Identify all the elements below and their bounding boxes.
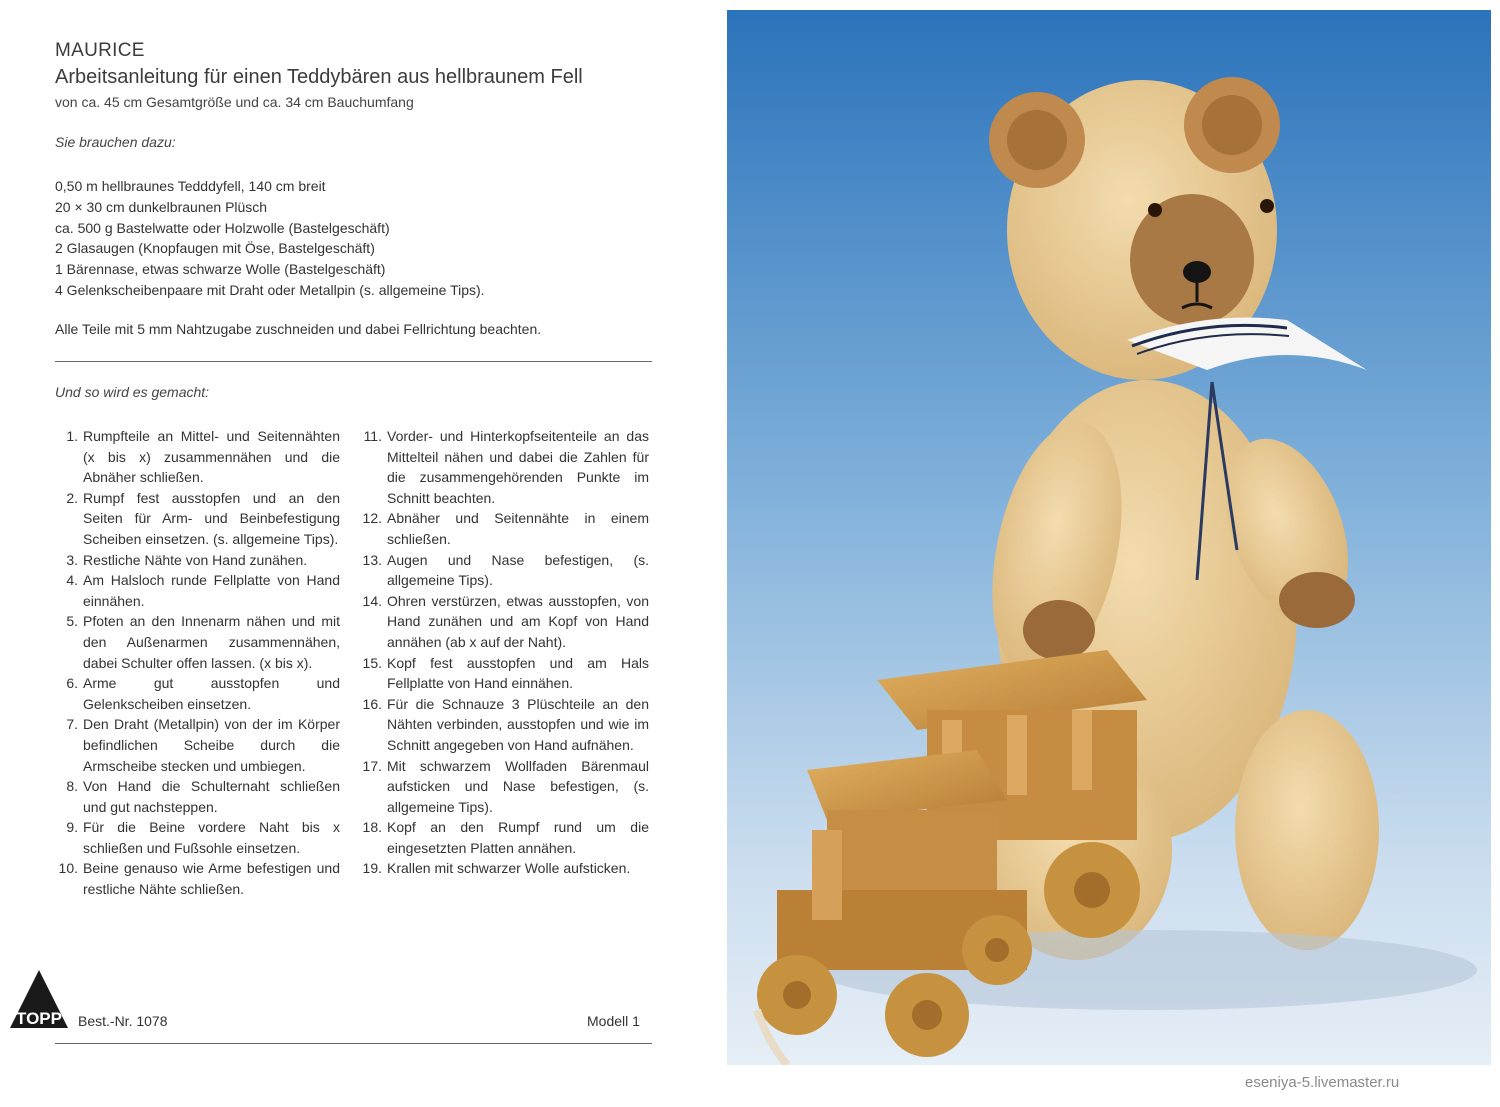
instruction-step [58, 426, 340, 488]
material-item: 1 Bärennase, etwas schwarze Wolle (Bastelgeschäft) [55, 261, 386, 278]
instruction-step [58, 776, 340, 817]
step-text: Rumpfteile an Mittel- und Seitennähten (x bis x) zusammennähen und die Abnäher schließen. [83, 428, 340, 486]
page-subtitle: von ca. 45 cm Gesamtgröße und ca. 34 cm Bauchumfang [55, 94, 414, 110]
step-text: Beine genauso wie Arme befestigen und restliche Nähte schließen. [83, 860, 340, 898]
instruction-step [58, 488, 340, 550]
step-text: Rumpf fest ausstopfen und an den Seiten für Arm- und Beinbefestigung Scheiben einsetzen. (s. allgemeine Tips). [83, 489, 340, 547]
instruction-step [362, 694, 649, 756]
svg-text:TOPP: TOPP [16, 1009, 62, 1028]
step-text: Mit schwarzem Wollfaden Bärenmaul aufsticken und Nase befestigen, (s. allgemeine Tips). [387, 757, 649, 815]
step-number: 10. [58, 860, 78, 877]
footer-divider [55, 1043, 652, 1044]
instruction-step [58, 570, 340, 611]
step-number: 16. [362, 695, 382, 712]
step-text: Für die Beine vordere Naht bis x schließen und Fußsohle einsetzen. [83, 819, 340, 856]
step-text: Vorder- und Hinterkopfseitenteile an das Mittelteil nähen und dabei die Zahlen für die zusammengehörenden Punkte im Schnitt beachten. [387, 428, 649, 506]
divider [55, 361, 652, 362]
step-text: Augen und Nase befestigen, (s. allgemeine Tips). [387, 551, 649, 589]
step-number: 12. [362, 510, 382, 527]
steps-column-2 [362, 426, 649, 879]
model-name: MAURICE [55, 40, 145, 61]
material-item: 4 Gelenkscheibenpaare mit Draht oder Metallpin (s. allgemeine Tips). [55, 281, 485, 298]
page-title: Arbeitsanleitung für einen Teddybären aus hellbraunem Fell [55, 66, 583, 88]
step-number: 19. [362, 860, 382, 877]
instruction-step [362, 653, 649, 694]
steps-column-1 [58, 426, 340, 900]
step-text: Pfoten an den Innenarm nähen und mit den Außenarmen zusammennähen, dabei Schulter offen lassen. (x bis x). [83, 613, 340, 671]
step-number: 9. [66, 819, 78, 836]
step-text: Für die Schnauze 3 Plüschteile an den Nähten verbinden, ausstopfen und wie im Schnitt angegeben von Hand aufnähen. [387, 695, 649, 753]
instruction-step [362, 426, 649, 508]
step-number: 15. [362, 654, 382, 671]
topp-logo [8, 970, 68, 1045]
instructions-heading: Und so wird es gemacht: [55, 384, 210, 400]
instruction-step [58, 714, 340, 776]
step-number: 2. [66, 489, 78, 506]
model-number: Modell 1 [587, 1013, 640, 1029]
instruction-step [58, 817, 340, 858]
instruction-step [58, 673, 340, 714]
instruction-step [362, 591, 649, 653]
step-number: 8. [66, 778, 78, 795]
teddy-bear-photo [727, 10, 1491, 1065]
step-text: Krallen mit schwarzer Wolle aufsticken. [387, 860, 631, 877]
step-number: 11. [363, 428, 382, 444]
instruction-page [0, 0, 715, 1107]
instruction-step [362, 550, 649, 591]
order-number: Best.-Nr. 1078 [78, 1013, 168, 1029]
step-text: Restliche Nähte von Hand zunähen. [83, 551, 308, 568]
step-number: 3. [66, 551, 78, 568]
step-text: Ohren verstürzen, etwas ausstopfen, von Hand zunähen und am Kopf von Hand annähen (ab x auf der Naht). [387, 592, 649, 650]
material-item: 2 Glasaugen (Knopfaugen mit Öse, Bastelgeschäft) [55, 240, 375, 257]
material-item: ca. 500 g Bastelwatte oder Holzwolle (Bastelgeschäft) [55, 219, 390, 236]
cutting-note: Alle Teile mit 5 mm Nahtzugabe zuschneiden und dabei Fellrichtung beachten. [55, 321, 542, 337]
step-number: 17. [362, 757, 382, 774]
step-text: Den Draht (Metallpin) von der im Körper befindlichen Scheibe durch die Armscheibe stecken und umbiegen. [83, 716, 340, 774]
materials-list [55, 176, 485, 301]
step-text: Kopf fest ausstopfen und am Hals Fellplatte von Hand einnähen. [387, 654, 649, 692]
instruction-step [58, 858, 340, 899]
step-number: 14. [362, 592, 382, 609]
step-number: 7. [66, 716, 78, 733]
material-item: 0,50 m hellbraunes Tedddyfell, 140 cm breit [55, 178, 326, 194]
instruction-step [362, 508, 649, 549]
instruction-step [362, 858, 649, 879]
step-number: 4. [66, 572, 78, 589]
watermark: eseniya-5.livemaster.ru [1245, 1074, 1400, 1091]
instruction-step [58, 550, 340, 571]
instruction-step [362, 756, 649, 818]
step-text: Von Hand die Schulternaht schließen und gut nachsteppen. [83, 778, 340, 815]
instruction-step [58, 611, 340, 673]
step-number: 6. [66, 675, 78, 692]
step-text: Kopf an den Rumpf rund um die eingesetzten Platten annähen. [387, 819, 649, 856]
step-text: Am Halsloch runde Fellplatte von Hand einnähen. [83, 572, 340, 609]
materials-heading: Sie brauchen dazu: [55, 134, 176, 150]
step-number: 1. [66, 428, 78, 444]
step-text: Arme gut ausstopfen und Gelenkscheiben einsetzen. [83, 675, 340, 712]
step-number: 5. [66, 613, 78, 630]
instruction-step [362, 817, 649, 858]
step-number: 13. [362, 551, 382, 568]
material-item: 20 × 30 cm dunkelbraunen Plüsch [55, 198, 268, 215]
step-number: 18. [362, 819, 382, 836]
step-text: Abnäher und Seitennähte in einem schließen. [387, 510, 649, 547]
